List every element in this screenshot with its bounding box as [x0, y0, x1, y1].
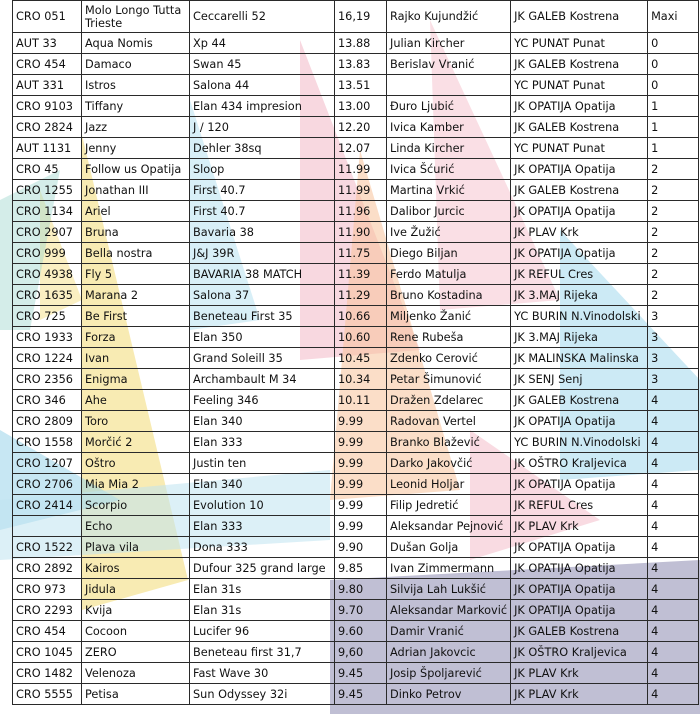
table-row [13, 537, 699, 558]
boat-name-cell: Jonathan III [82, 180, 190, 201]
boat-name-cell: Forza [82, 327, 190, 348]
skipper-cell: Silvija Lah Lukšić [387, 579, 511, 600]
length-cell: 12.07 [335, 138, 387, 159]
boat-name-cell: ZERO [82, 642, 190, 663]
group-cell: 2 [648, 159, 699, 180]
length-cell: 9.85 [335, 558, 387, 579]
sail-number-cell: CRO 999 [13, 243, 82, 264]
table-row [13, 96, 699, 117]
boat-name-cell: Damaco [82, 54, 190, 75]
club-cell: JK GALEB Kostrena [511, 180, 648, 201]
length-cell: 11.99 [335, 180, 387, 201]
club-cell: JK OPATIJA Opatija [511, 159, 648, 180]
skipper-cell: Branko Blažević [387, 432, 511, 453]
boat-type-cell: Justin ten [190, 453, 335, 474]
skipper-cell: Josip Špoljarević [387, 663, 511, 684]
club-cell: JK OPATIJA Opatija [511, 600, 648, 621]
group-cell: Maxi [648, 1, 699, 33]
table-row [13, 453, 699, 474]
club-cell: YC PUNAT Punat [511, 75, 648, 96]
length-cell: 10.34 [335, 369, 387, 390]
length-cell: 11.96 [335, 201, 387, 222]
boat-type-cell: Bavaria 38 [190, 222, 335, 243]
length-cell: 11.29 [335, 285, 387, 306]
table-row [13, 348, 699, 369]
boat-type-cell: Elan 434 impresion [190, 96, 335, 117]
boat-name-cell: Kvija [82, 600, 190, 621]
table-row [13, 621, 699, 642]
club-cell: JK SENJ Senj [511, 369, 648, 390]
table-row [13, 285, 699, 306]
club-cell: YC BURIN N.Vinodolski [511, 306, 648, 327]
sail-number-cell: CRO 45 [13, 159, 82, 180]
group-cell: 4 [648, 579, 699, 600]
table-row [13, 390, 699, 411]
boat-name-cell: Fly 5 [82, 264, 190, 285]
group-cell: 4 [648, 537, 699, 558]
skipper-cell: Dražen Zdelarec [387, 390, 511, 411]
boat-type-cell: Sloop [190, 159, 335, 180]
sail-number-cell: CRO 4938 [13, 264, 82, 285]
group-cell: 1 [648, 117, 699, 138]
sail-number-cell [13, 516, 82, 537]
length-cell: 13.88 [335, 33, 387, 54]
boat-name-cell: Oštro [82, 453, 190, 474]
length-cell: 9.99 [335, 474, 387, 495]
length-cell: 9.99 [335, 411, 387, 432]
boat-type-cell: Salona 37 [190, 285, 335, 306]
skipper-cell: Darko Jakovčić [387, 453, 511, 474]
group-cell: 3 [648, 306, 699, 327]
length-cell: 9.99 [335, 516, 387, 537]
group-cell: 1 [648, 138, 699, 159]
club-cell: JK 3.MAJ Rijeka [511, 285, 648, 306]
skipper-cell: Filip Jedretić [387, 495, 511, 516]
club-cell: JK OŠTRO Kraljevica [511, 453, 648, 474]
skipper-cell: Ivica Kamber [387, 117, 511, 138]
skipper-cell: Leonid Holjar [387, 474, 511, 495]
sail-number-cell: CRO 454 [13, 621, 82, 642]
skipper-cell: Rene Rubeša [387, 327, 511, 348]
boat-type-cell: First 40.7 [190, 180, 335, 201]
group-cell: 4 [648, 411, 699, 432]
boat-type-cell: Elan 340 [190, 474, 335, 495]
sail-number-cell: CRO 725 [13, 306, 82, 327]
group-cell: 4 [648, 600, 699, 621]
group-cell: 1 [648, 96, 699, 117]
club-cell: JK MALINSKA Malinska [511, 348, 648, 369]
boat-type-cell: First 40.7 [190, 201, 335, 222]
table-row [13, 495, 699, 516]
boat-name-cell: Bella nostra [82, 243, 190, 264]
length-cell: 9.70 [335, 600, 387, 621]
skipper-cell: Zdenko Cerović [387, 348, 511, 369]
boat-type-cell: Elan 333 [190, 432, 335, 453]
sail-number-cell: CRO 1255 [13, 180, 82, 201]
length-cell: 10.60 [335, 327, 387, 348]
boat-type-cell: Fast Wave 30 [190, 663, 335, 684]
boat-type-cell: Beneteau First 35 [190, 306, 335, 327]
boat-name-cell: Kairos [82, 558, 190, 579]
sail-number-cell: CRO 1933 [13, 327, 82, 348]
sail-number-cell: CRO 9103 [13, 96, 82, 117]
club-cell: JK OPATIJA Opatija [511, 243, 648, 264]
group-cell: 2 [648, 222, 699, 243]
length-cell: 9.45 [335, 684, 387, 705]
length-cell: 13.00 [335, 96, 387, 117]
table-row [13, 684, 699, 705]
table-row [13, 474, 699, 495]
group-cell: 2 [648, 180, 699, 201]
table-row [13, 558, 699, 579]
length-cell: 13.83 [335, 54, 387, 75]
club-cell: JK OPATIJA Opatija [511, 537, 648, 558]
boat-name-cell: Scorpio [82, 495, 190, 516]
boat-name-cell: Ahe [82, 390, 190, 411]
skipper-cell: Berislav Vranić [387, 54, 511, 75]
skipper-cell: Dinko Petrov [387, 684, 511, 705]
sail-number-cell: CRO 1134 [13, 201, 82, 222]
sail-number-cell: CRO 1224 [13, 348, 82, 369]
club-cell: JK GALEB Kostrena [511, 390, 648, 411]
club-cell: JK OŠTRO Kraljevica [511, 642, 648, 663]
sail-number-cell: AUT 33 [13, 33, 82, 54]
boat-type-cell: J / 120 [190, 117, 335, 138]
club-cell: JK PLAV Krk [511, 684, 648, 705]
boat-name-cell: Jidula [82, 579, 190, 600]
table-row [13, 579, 699, 600]
club-cell: JK OPATIJA Opatija [511, 579, 648, 600]
group-cell: 4 [648, 684, 699, 705]
boat-type-cell: Beneteau first 31,7 [190, 642, 335, 663]
boat-type-cell: Xp 44 [190, 33, 335, 54]
sail-number-cell: AUT 331 [13, 75, 82, 96]
table-row [13, 600, 699, 621]
skipper-cell: Miljenko Žanić [387, 306, 511, 327]
boat-name-cell: Plava vila [82, 537, 190, 558]
table-row [13, 642, 699, 663]
boat-name-cell: Jazz [82, 117, 190, 138]
group-cell: 2 [648, 201, 699, 222]
club-cell: JK GALEB Kostrena [511, 1, 648, 33]
sail-number-cell: CRO 2824 [13, 117, 82, 138]
boat-name-cell: Enigma [82, 369, 190, 390]
boat-name-cell: Tiffany [82, 96, 190, 117]
skipper-cell: Rajko Kujundžić [387, 1, 511, 33]
boat-type-cell: Lucifer 96 [190, 621, 335, 642]
sail-number-cell: CRO 973 [13, 579, 82, 600]
skipper-cell: Julian Kircher [387, 33, 511, 54]
skipper-cell [387, 75, 511, 96]
group-cell: 3 [648, 348, 699, 369]
group-cell: 0 [648, 33, 699, 54]
boat-name-cell: Istros [82, 75, 190, 96]
group-cell: 2 [648, 264, 699, 285]
sail-number-cell: CRO 2809 [13, 411, 82, 432]
sail-number-cell: CRO 2907 [13, 222, 82, 243]
boat-type-cell: Grand Soleill 35 [190, 348, 335, 369]
boat-name-cell: Velenoza [82, 663, 190, 684]
skipper-cell: Damir Vranić [387, 621, 511, 642]
boat-type-cell: Elan 31s [190, 579, 335, 600]
skipper-cell: Adrian Jakovcic [387, 642, 511, 663]
table-row [13, 516, 699, 537]
length-cell: 9.45 [335, 663, 387, 684]
group-cell: 4 [648, 474, 699, 495]
club-cell: JK GALEB Kostrena [511, 54, 648, 75]
length-cell: 9.80 [335, 579, 387, 600]
boat-type-cell: Dufour 325 grand large [190, 558, 335, 579]
club-cell: JK OPATIJA Opatija [511, 201, 648, 222]
sail-number-cell: CRO 2706 [13, 474, 82, 495]
club-cell: YC BURIN N.Vinodolski [511, 432, 648, 453]
club-cell: JK PLAV Krk [511, 663, 648, 684]
table-row [13, 33, 699, 54]
table-row [13, 138, 699, 159]
skipper-cell: Bruno Kostadina [387, 285, 511, 306]
boat-type-cell: Elan 340 [190, 411, 335, 432]
skipper-cell: Dušan Golja [387, 537, 511, 558]
skipper-cell: Ferdo Matulja [387, 264, 511, 285]
table-row [13, 306, 699, 327]
group-cell: 3 [648, 327, 699, 348]
table-row [13, 411, 699, 432]
boat-type-cell: Ceccarelli 52 [190, 1, 335, 33]
boat-name-cell: Ivan [82, 348, 190, 369]
boat-type-cell: Elan 31s [190, 600, 335, 621]
length-cell: 11.99 [335, 159, 387, 180]
boat-type-cell: Evolution 10 [190, 495, 335, 516]
length-cell: 11.39 [335, 264, 387, 285]
length-cell: 11.90 [335, 222, 387, 243]
sail-number-cell: CRO 5555 [13, 684, 82, 705]
sail-number-cell: CRO 1207 [13, 453, 82, 474]
group-cell: 0 [648, 75, 699, 96]
boat-type-cell: Archambault M 34 [190, 369, 335, 390]
group-cell: 4 [648, 558, 699, 579]
group-cell: 2 [648, 285, 699, 306]
skipper-cell: Ive Žužić [387, 222, 511, 243]
boat-type-cell: Elan 333 [190, 516, 335, 537]
length-cell: 10.11 [335, 390, 387, 411]
sail-number-cell: CRO 1045 [13, 642, 82, 663]
club-cell: JK REFUL Cres [511, 495, 648, 516]
skipper-cell: Dalibor Jurcic [387, 201, 511, 222]
group-cell: 4 [648, 495, 699, 516]
skipper-cell: Đuro Ljubić [387, 96, 511, 117]
boat-name-cell: Jenny [82, 138, 190, 159]
length-cell: 11.75 [335, 243, 387, 264]
table-row [13, 201, 699, 222]
club-cell: JK OPATIJA Opatija [511, 474, 648, 495]
club-cell: JK OPATIJA Opatija [511, 411, 648, 432]
length-cell: 9,60 [335, 642, 387, 663]
group-cell: 4 [648, 516, 699, 537]
skipper-cell: Ivan Zimmermann [387, 558, 511, 579]
club-cell: JK GALEB Kostrena [511, 117, 648, 138]
sail-number-cell: CRO 346 [13, 390, 82, 411]
group-cell: 4 [648, 453, 699, 474]
sail-number-cell: CRO 2414 [13, 495, 82, 516]
table-row [13, 369, 699, 390]
boat-type-cell: Sun Odyssey 32i [190, 684, 335, 705]
sail-number-cell: CRO 2293 [13, 600, 82, 621]
sail-number-cell: AUT 1131 [13, 138, 82, 159]
boat-name-cell: Toro [82, 411, 190, 432]
table-row [13, 663, 699, 684]
table-row [13, 222, 699, 243]
boat-name-cell: Ariel [82, 201, 190, 222]
club-cell: JK OPATIJA Opatija [511, 558, 648, 579]
club-cell: JK PLAV Krk [511, 222, 648, 243]
sail-number-cell: CRO 051 [13, 1, 82, 33]
length-cell: 9.99 [335, 432, 387, 453]
table-row [13, 264, 699, 285]
skipper-cell: Diego Biljan [387, 243, 511, 264]
group-cell: 3 [648, 369, 699, 390]
sail-number-cell: CRO 1558 [13, 432, 82, 453]
length-cell: 9.99 [335, 453, 387, 474]
club-cell: JK GALEB Kostrena [511, 621, 648, 642]
boat-name-cell: Follow us Opatija [82, 159, 190, 180]
table-row [13, 243, 699, 264]
table-row [13, 432, 699, 453]
group-cell: 4 [648, 390, 699, 411]
group-cell: 2 [648, 243, 699, 264]
table-row [13, 159, 699, 180]
skipper-cell: Ivica Šćurić [387, 159, 511, 180]
boat-type-cell: BAVARIA 38 MATCH [190, 264, 335, 285]
boat-name-cell: Be First [82, 306, 190, 327]
sail-number-cell: CRO 1482 [13, 663, 82, 684]
boat-name-cell: Morčić 2 [82, 432, 190, 453]
club-cell: YC PUNAT Punat [511, 138, 648, 159]
length-cell: 9.90 [335, 537, 387, 558]
boat-name-cell: Molo Longo Tutta Trieste [82, 1, 190, 33]
group-cell: 4 [648, 621, 699, 642]
results-table [12, 0, 699, 705]
table-row [13, 75, 699, 96]
club-cell: YC PUNAT Punat [511, 33, 648, 54]
sail-number-cell: CRO 2356 [13, 369, 82, 390]
table-row [13, 327, 699, 348]
length-cell: 12.20 [335, 117, 387, 138]
boat-name-cell: Echo [82, 516, 190, 537]
club-cell: JK 3.MAJ Rijeka [511, 327, 648, 348]
sail-number-cell: CRO 1635 [13, 285, 82, 306]
boat-type-cell: Elan 350 [190, 327, 335, 348]
table-row [13, 1, 699, 33]
length-cell: 9.60 [335, 621, 387, 642]
boat-type-cell: Swan 45 [190, 54, 335, 75]
boat-name-cell: Bruna [82, 222, 190, 243]
group-cell: 0 [648, 54, 699, 75]
boat-name-cell: Cocoon [82, 621, 190, 642]
boat-name-cell: Petisa [82, 684, 190, 705]
length-cell: 10.45 [335, 348, 387, 369]
boat-type-cell: J&J 39R [190, 243, 335, 264]
table-row [13, 117, 699, 138]
group-cell: 4 [648, 663, 699, 684]
skipper-cell: Radovan Vertel [387, 411, 511, 432]
group-cell: 4 [648, 642, 699, 663]
skipper-cell: Linda Kircher [387, 138, 511, 159]
sail-number-cell: CRO 1522 [13, 537, 82, 558]
length-cell: 10.66 [335, 306, 387, 327]
sail-number-cell: CRO 2892 [13, 558, 82, 579]
group-cell: 4 [648, 432, 699, 453]
table-row [13, 180, 699, 201]
boat-type-cell: Salona 44 [190, 75, 335, 96]
boat-name-cell: Marana 2 [82, 285, 190, 306]
club-cell: JK REFUL Cres [511, 264, 648, 285]
skipper-cell: Aleksandar Pejnović [387, 516, 511, 537]
boat-name-cell: Mia Mia 2 [82, 474, 190, 495]
club-cell: JK OPATIJA Opatija [511, 96, 648, 117]
boat-type-cell: Dehler 38sq [190, 138, 335, 159]
boat-type-cell: Dona 333 [190, 537, 335, 558]
skipper-cell: Aleksandar Marković [387, 600, 511, 621]
sail-number-cell: CRO 454 [13, 54, 82, 75]
length-cell: 13.51 [335, 75, 387, 96]
length-cell: 9.99 [335, 495, 387, 516]
table-row [13, 54, 699, 75]
boat-type-cell: Feeling 346 [190, 390, 335, 411]
skipper-cell: Martina Vrkić [387, 180, 511, 201]
boat-name-cell: Aqua Nomis [82, 33, 190, 54]
length-cell: 16,19 [335, 1, 387, 33]
skipper-cell: Petar Šimunović [387, 369, 511, 390]
club-cell: JK PLAV Krk [511, 516, 648, 537]
